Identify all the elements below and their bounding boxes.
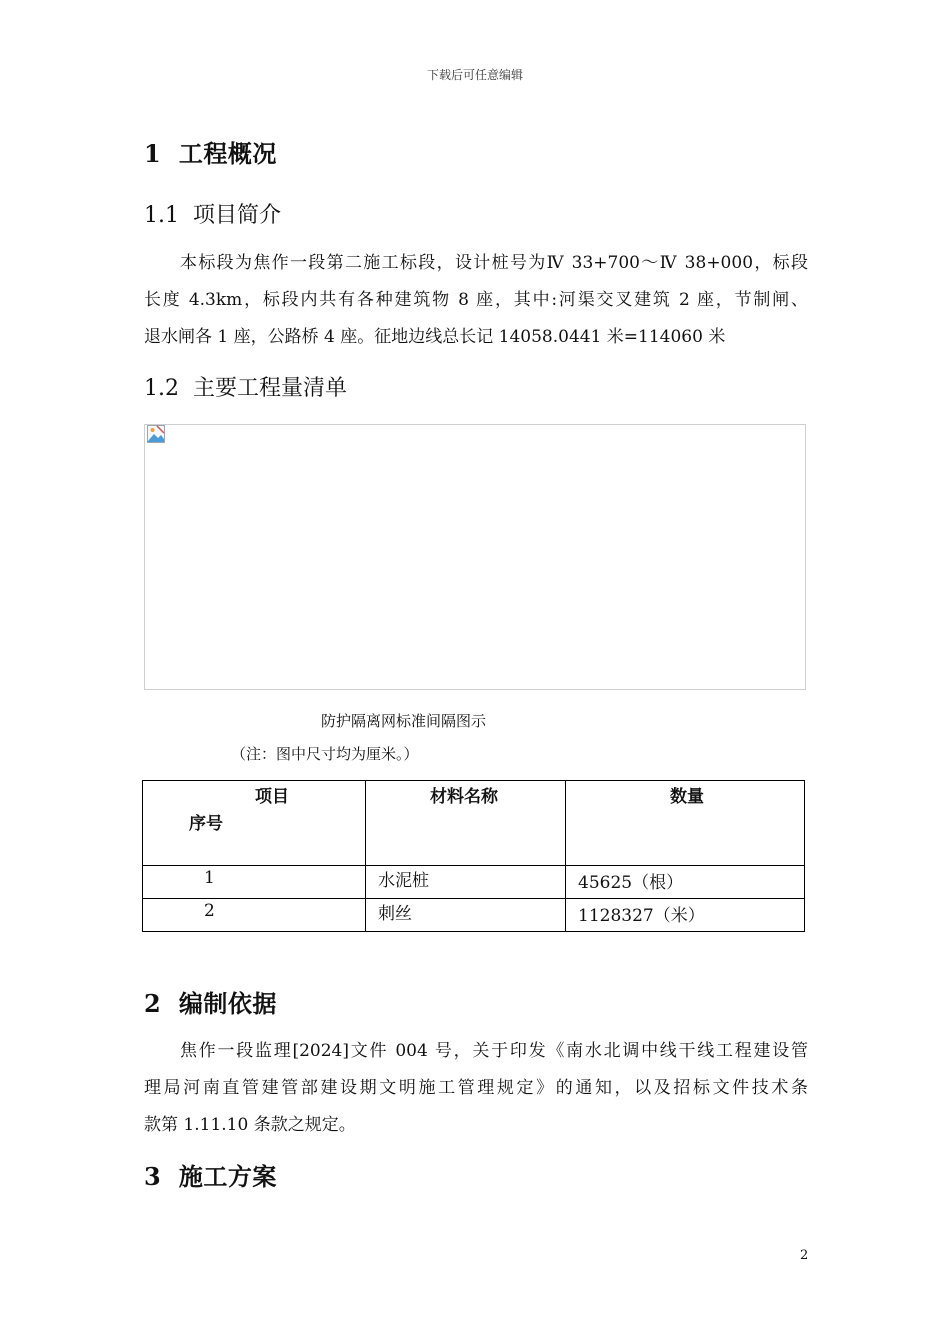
page-number: 2 [800, 1248, 809, 1263]
cell-seq: 1 [143, 866, 366, 899]
section-3-heading [144, 1157, 277, 1192]
header-item-label: 项目 [255, 787, 289, 807]
header-seq-label: 序号 [189, 814, 223, 834]
section-2-heading [144, 984, 277, 1019]
section-1-2-heading [144, 371, 347, 402]
cell-seq: 2 [143, 899, 366, 932]
section-number: 3 [144, 1162, 162, 1191]
cell-quantity: 45625（根） [566, 866, 805, 899]
table-row [143, 866, 805, 899]
page-header: 下载后可任意编辑 [426, 68, 523, 82]
table-header-row [143, 781, 805, 866]
section-number: 1 [144, 139, 162, 168]
section-1-heading [144, 134, 277, 169]
figure-caption: 防护隔离网标准间隔图示 [321, 712, 487, 730]
figure-note: （注：图中尺寸均为厘米。） [231, 745, 419, 763]
broken-image-icon [147, 425, 165, 443]
section-title: 工程概况 [178, 139, 277, 168]
paragraph-line: 长度 4.3km，标段内共有各种建筑物 8 座，其中:河渠交叉建筑 2 座，节制闸、 [144, 290, 808, 310]
paragraph-line: 焦作一段监理[2024]文件 004 号，关于印发《南水北调中线干线工程建设管 [180, 1041, 808, 1061]
header-cell-item-seq [143, 781, 366, 866]
cell-quantity: 1128327（米） [566, 899, 805, 932]
section-number: 2 [144, 989, 162, 1018]
table-row [143, 899, 805, 932]
section-number: 1.1 [144, 203, 179, 228]
cell-material: 刺丝 [366, 899, 566, 932]
paragraph-line: 退水闸各 1 座，公路桥 4 座。征地边线总长记 14058.0441 米=114060 米 [144, 327, 726, 347]
section-title: 编制依据 [178, 989, 277, 1018]
quantity-table [142, 780, 805, 932]
paragraph-line: 理局河南直管建管部建设期文明施工管理规定》的通知，以及招标文件技术条 [144, 1078, 808, 1098]
section-1-1-heading [144, 198, 281, 229]
paragraph-line: 款第 1.11.10 条款之规定。 [144, 1115, 356, 1135]
cell-material: 水泥桩 [366, 866, 566, 899]
section-title: 主要工程量清单 [193, 376, 348, 401]
project-intro-paragraph [144, 245, 808, 356]
header-quantity: 数量 [566, 781, 805, 866]
figure-image-placeholder [144, 424, 806, 690]
section-title: 项目简介 [193, 203, 282, 228]
section-title: 施工方案 [178, 1162, 277, 1191]
basis-paragraph [144, 1033, 808, 1144]
header-material-name: 材料名称 [366, 781, 566, 866]
section-number: 1.2 [144, 376, 179, 401]
paragraph-line: 本标段为焦作一段第二施工标段，设计桩号为Ⅳ 33+700～Ⅳ 38+000，标段 [180, 253, 808, 273]
